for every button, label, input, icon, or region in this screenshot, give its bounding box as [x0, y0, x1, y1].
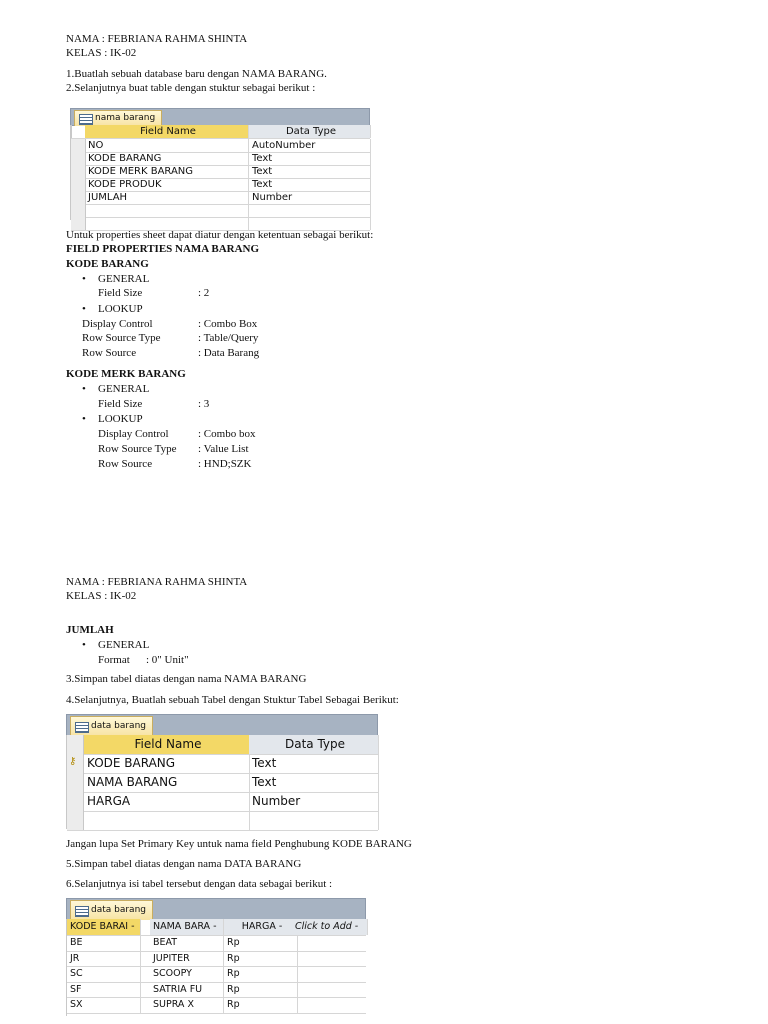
column-header[interactable]: KODE BARAI - — [67, 919, 141, 935]
data-cell[interactable]: JR — [67, 951, 141, 967]
kode-barang-display-control-value: : Combo Box — [198, 318, 258, 330]
table-row — [67, 935, 366, 952]
data-type-cell: Text — [249, 152, 371, 165]
data-cell[interactable]: JUPITER — [150, 951, 224, 967]
data-cell[interactable]: SC — [67, 966, 141, 982]
field-name-cell: KODE BARANG — [84, 754, 250, 773]
field-name-cell: NAMA BARANG — [84, 773, 250, 792]
kode-barang-row-source-type-label: Row Source Type — [82, 332, 161, 344]
step-2: 2.Selanjutnya buat table dengan stuktur sebagai berikut : — [66, 82, 316, 94]
field-name-cell: NO — [85, 139, 249, 152]
table-row — [71, 165, 370, 179]
kode-merk-general: • GENERAL — [98, 382, 149, 396]
properties-intro: Untuk properties sheet dapat diatur dengan ketentuan sebagai berikut: — [66, 229, 374, 241]
data-cell[interactable]: Rp — [224, 951, 298, 967]
empty-row — [71, 204, 370, 218]
jumlah-format-value: : 0" Unit" — [146, 654, 189, 666]
field-name-cell: KODE MERK BARANG — [85, 165, 249, 178]
table-row — [67, 951, 366, 968]
header-row — [71, 125, 370, 139]
step-1: 1.Buatlah sebuah database baru dengan NAMA BARANG. — [66, 68, 327, 80]
kode-barang-display-control-label: Display Control — [82, 318, 153, 330]
data-cell[interactable]: SF — [67, 982, 141, 998]
primary-key-icon: ⚷ — [69, 756, 77, 767]
student-class-2: KELAS : IK-02 — [66, 590, 137, 602]
data-cell[interactable]: Rp — [224, 982, 298, 998]
field-name-cell: JUMLAH — [85, 191, 249, 204]
kode-merk-row-source-label: Row Source — [98, 458, 153, 470]
data-cell[interactable]: SCOOPY — [150, 966, 224, 982]
kode-merk-row-source-value: : HND;SZK — [198, 458, 252, 470]
data-cell[interactable]: Rp — [224, 966, 298, 982]
data-barang-structure-screenshot — [66, 714, 378, 829]
table-row — [67, 966, 366, 983]
column-header[interactable]: HARGA - — [224, 919, 298, 935]
step-3: 3.Simpan tabel diatas dengan nama NAMA BARANG — [66, 673, 307, 685]
kode-barang-row-source-value: : Data Barang — [198, 347, 260, 359]
jumlah-heading: JUMLAH — [66, 624, 114, 636]
step-6: 6.Selanjutnya isi tabel tersebut dengan data sebagai berikut : — [66, 878, 333, 890]
data-cell[interactable]: SX — [67, 997, 141, 1013]
kode-merk-field-size-label: Field Size — [98, 398, 143, 410]
column-header[interactable]: Click to Add - — [292, 919, 368, 935]
student-class: KELAS : IK-02 — [66, 47, 137, 59]
data-type-cell: Text — [249, 773, 379, 792]
nama-barang-table-screenshot — [70, 108, 370, 220]
data-cell[interactable]: BE — [67, 935, 141, 951]
kode-barang-row-source-label: Row Source — [82, 347, 137, 359]
kode-barang-heading: KODE BARANG — [66, 258, 149, 270]
column-header[interactable]: NAMA BARA - — [150, 919, 224, 935]
data-type-cell: Text — [249, 754, 379, 773]
data-cell[interactable]: Rp — [224, 997, 298, 1013]
data-cell[interactable]: SUPRA X — [150, 997, 224, 1013]
jumlah-general: • GENERAL — [98, 638, 149, 652]
kode-merk-row-source-type-label: Row Source Type — [98, 443, 177, 455]
data-cell[interactable]: Rp — [224, 935, 298, 951]
kode-merk-heading: KODE MERK BARANG — [66, 368, 186, 380]
primary-key-note: Jangan lupa Set Primary Key untuk nama field Penghubung KODE BARANG — [66, 838, 412, 850]
table-tab: nama barang — [74, 110, 162, 126]
kode-barang-field-size-value: : 2 — [198, 287, 210, 299]
header-field-name-2: Field Name — [84, 735, 250, 754]
kode-merk-lookup: • LOOKUP — [98, 412, 143, 426]
table-icon — [79, 114, 93, 125]
table-row — [67, 997, 366, 1014]
header-row-3 — [67, 919, 366, 936]
table-tab-3: data barang — [70, 900, 153, 920]
data-cell[interactable]: SATRIA FU — [150, 982, 224, 998]
data-type-cell: Text — [249, 165, 371, 178]
table-row — [71, 139, 370, 153]
header-field-name: Field Name — [85, 125, 249, 138]
step-4: 4.Selanjutnya, Buatlah sebuah Tabel dengan Stuktur Tabel Sebagai Berikut: — [66, 694, 399, 706]
data-type-cell: Number — [249, 792, 379, 811]
jumlah-format-label: Format — [98, 654, 130, 666]
header-data-type: Data Type — [249, 125, 371, 138]
kode-merk-display-control-value: : Combo box — [198, 428, 256, 440]
kode-barang-row-source-type-value: : Table/Query — [198, 332, 259, 344]
data-type-cell: Text — [249, 178, 371, 191]
table-row — [67, 792, 378, 812]
kode-merk-field-size-value: : 3 — [198, 398, 210, 410]
data-type-cell: AutoNumber — [249, 139, 371, 152]
field-name-cell: KODE PRODUK — [85, 178, 249, 191]
kode-barang-general: • GENERAL — [98, 272, 149, 286]
data-cell[interactable]: BEAT — [150, 935, 224, 951]
student-name: NAMA : FEBRIANA RAHMA SHINTA — [66, 33, 248, 45]
empty-row — [67, 811, 378, 831]
table-icon — [75, 906, 89, 917]
step-5: 5.Simpan tabel diatas dengan nama DATA BARANG — [66, 858, 302, 870]
student-name-2: NAMA : FEBRIANA RAHMA SHINTA — [66, 576, 248, 588]
table-row — [67, 754, 378, 774]
kode-merk-display-control-label: Display Control — [98, 428, 169, 440]
table-icon — [75, 722, 89, 733]
data-barang-datasheet-screenshot — [66, 898, 366, 1016]
table-tab-2: data barang — [70, 716, 153, 736]
header-data-type-2: Data Type — [249, 735, 379, 754]
header-row-2 — [67, 735, 378, 755]
table-row — [67, 773, 378, 793]
field-name-cell: KODE BARANG — [85, 152, 249, 165]
table-row — [71, 178, 370, 192]
data-type-cell: Number — [249, 191, 371, 204]
kode-barang-lookup: • LOOKUP — [98, 302, 143, 316]
properties-title: FIELD PROPERTIES NAMA BARANG — [66, 243, 260, 255]
table-row — [71, 152, 370, 166]
field-name-cell: HARGA — [84, 792, 250, 811]
kode-merk-row-source-type-value: : Value List — [198, 443, 249, 455]
table-row — [67, 982, 366, 999]
table-row — [71, 191, 370, 205]
kode-barang-field-size-label: Field Size — [98, 287, 143, 299]
